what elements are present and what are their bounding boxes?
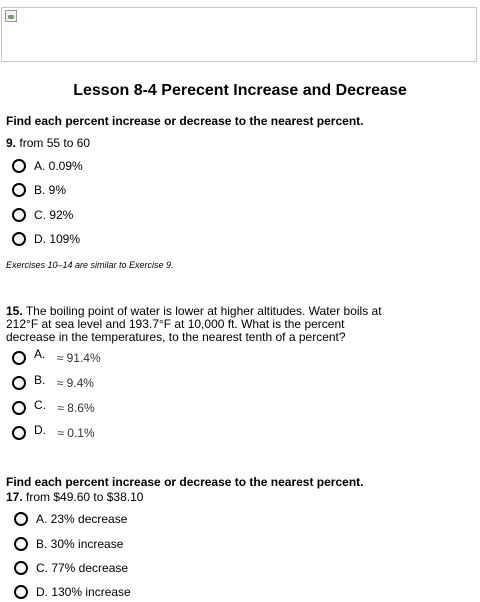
q17-option-a[interactable] [14,509,127,529]
q17-option-c[interactable] [14,558,128,578]
question-17 [6,491,143,504]
question-line-1: The boiling point of water is lower at higher altitudes. Water boils at [25,304,382,318]
radio-button[interactable] [12,351,26,365]
radio-button[interactable] [12,208,26,222]
radio-button[interactable] [12,159,26,173]
option-label: B. 9% [34,183,67,197]
question-number: 17. [6,490,23,504]
option-value: ≈ 8.6% [57,401,95,415]
option-value: ≈ 0.1% [57,426,95,440]
q15-option-d[interactable] [12,423,95,443]
header-image-placeholder [1,7,477,62]
option-label: B. 30% increase [36,537,124,551]
question-15 [6,305,382,344]
option-label: A. 23% decrease [36,512,128,526]
lesson-title: Lesson 8-4 Perecent Increase and Decrease [73,82,407,99]
option-letter: C. [34,398,46,412]
question-number: 9. [6,136,17,150]
instruction-text: Find each percent increase or decrease to the nearest percent. [6,114,364,128]
option-label: A. 0.09% [34,159,83,173]
q17-option-d[interactable] [14,582,131,602]
radio-button[interactable] [12,232,26,246]
radio-button[interactable] [14,585,28,599]
question-9 [6,137,90,150]
option-label: C. 92% [34,208,74,222]
option-value: ≈ 9.4% [56,376,94,390]
q9-option-b[interactable] [12,180,66,200]
radio-button[interactable] [14,512,28,526]
q9-option-a[interactable] [12,156,83,176]
option-label: D. 109% [34,232,81,246]
option-label: C. 77% decrease [36,561,129,575]
question-line-3: decrease in the temperatures, to the nearest tenth of a percent? [6,330,346,344]
option-label: D. 130% increase [36,585,131,599]
option-letter: B. [34,373,46,387]
q15-option-b[interactable] [12,373,94,393]
question-number: 15. [6,304,23,318]
question-text: from 55 to 60 [19,136,91,150]
question-text: from $49.60 to $38.10 [26,490,144,504]
question-line-2: 212°F at sea level and 193.7°F at 10,000 ft. What is the percent [6,317,345,331]
option-letter: A. [34,347,46,361]
radio-button[interactable] [12,183,26,197]
radio-button[interactable] [14,561,28,575]
option-value: ≈ 91.4% [56,351,101,365]
broken-image-icon [5,10,17,22]
q9-option-c[interactable] [12,205,73,225]
radio-button[interactable] [12,401,26,415]
q15-option-a[interactable] [12,348,101,368]
radio-button[interactable] [12,376,26,390]
q9-option-d[interactable] [12,229,80,249]
radio-button[interactable] [12,426,26,440]
instruction-text: Find each percent increase or decrease to the nearest percent. [6,475,364,489]
radio-button[interactable] [14,537,28,551]
exercise-note: Exercises 10–14 are similar to Exercise 9. [6,260,174,270]
option-letter: D. [34,423,46,437]
q15-option-c[interactable] [12,398,95,418]
q17-option-b[interactable] [14,534,123,554]
